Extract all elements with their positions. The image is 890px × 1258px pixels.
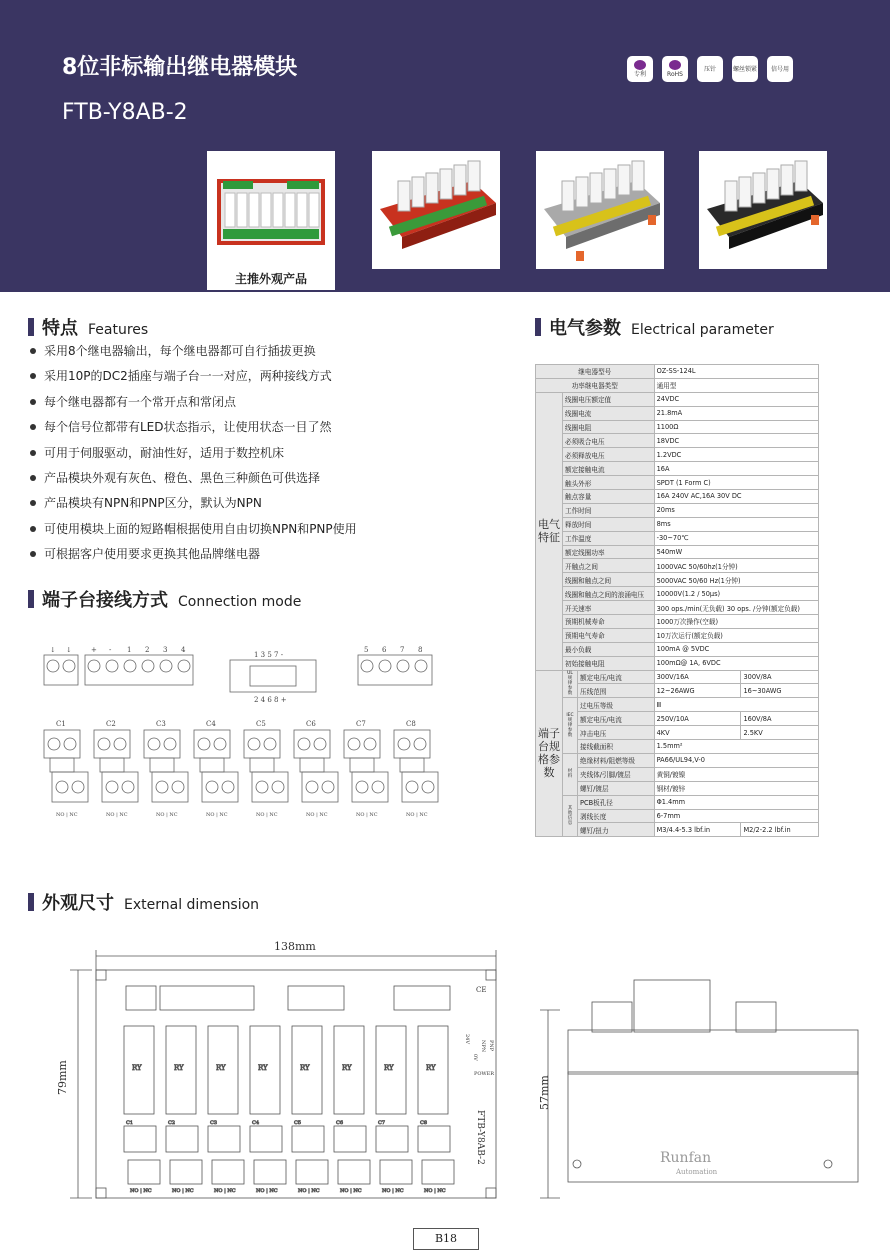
- relay-outline: [208, 1026, 244, 1194]
- svg-text:79mm: 79mm: [56, 1060, 69, 1095]
- channel-label: C8: [406, 720, 416, 728]
- relay-label: RY: [216, 1064, 226, 1072]
- svg-text:-: -: [109, 646, 112, 654]
- table-row: 预期电气寿命 10万次运行(额定负载): [536, 628, 819, 642]
- svg-text:Runfan: Runfan: [660, 1150, 712, 1166]
- channel-label: C2: [106, 720, 116, 728]
- channel-label: C7: [378, 1120, 386, 1126]
- list-item: 采用10P的DC2插座与端子台一一对应，两种接线方式: [28, 368, 488, 393]
- svg-text:0V: 0V: [472, 1054, 478, 1061]
- relay-outline: [376, 1026, 412, 1194]
- channel-label: C2: [168, 1120, 176, 1126]
- channel-label: C5: [256, 720, 266, 728]
- svg-text:3: 3: [163, 646, 168, 654]
- product-photo-pcb: [207, 151, 335, 269]
- no-nc-label: NO | NC: [156, 812, 178, 818]
- relay-label: RY: [426, 1064, 436, 1072]
- table-row: 线圈电阻 1100Ω: [536, 420, 819, 434]
- no-nc-label: NO | NC: [256, 1188, 278, 1194]
- channel-label: C3: [156, 720, 166, 728]
- table-row: 开触点之间 1000VAC 50/60hz(1分钟): [536, 559, 819, 573]
- relay-outline: [334, 1026, 370, 1194]
- table-row: 螺钉/扭力 M3/4.4-5.3 lbf.in M2/2-2.2 lbf.in: [536, 823, 819, 837]
- channel-label: C1: [126, 1120, 134, 1126]
- badge-press-pin: 压针: [697, 56, 723, 82]
- no-nc-label: NO | NC: [256, 812, 278, 818]
- svg-text:5: 5: [364, 646, 369, 654]
- badge-screw-lock: 螺丝锁紧: [732, 56, 758, 82]
- features-heading: 特点 Features: [28, 314, 148, 340]
- table-row: 材 料 绝缘材料/阻燃等级 PA66/UL94,V-0: [536, 753, 819, 767]
- channel-block: [294, 720, 338, 818]
- svg-text:POWER: POWER: [474, 1071, 495, 1077]
- channel-block: [344, 720, 388, 818]
- electrical-heading: 电气参数 Electrical parameter: [535, 314, 774, 340]
- product-photo-orange-image: [372, 151, 500, 269]
- relay-label: RY: [258, 1064, 268, 1072]
- no-nc-label: NO | NC: [406, 812, 428, 818]
- list-item: 每个信号位都带有LED状态指示，让使用状态一目了然: [28, 419, 488, 444]
- channel-block: [194, 720, 238, 818]
- list-item: 可用于伺服驱动，耐油性好，适用于数控机床: [28, 445, 488, 470]
- table-row: 触点容量 16A 240V AC,16A 30V DC: [536, 490, 819, 504]
- table-row: 释放时间 8ms: [536, 517, 819, 531]
- table-row: 功率继电器类型 通用型: [536, 378, 819, 392]
- product-photo-orange: [372, 151, 500, 269]
- table-row: 接线截面积 1.5mm²: [536, 740, 819, 754]
- table-row: 电气特征 线圈电压额定值 24VDC: [536, 392, 819, 406]
- relay-outline: [250, 1026, 286, 1194]
- svg-text:↓: ↓: [66, 646, 72, 654]
- product-title: 8位非标输出继电器模块: [62, 55, 298, 80]
- group-terminal: 端子台规格参数: [536, 670, 563, 837]
- no-nc-label: NO | NC: [340, 1188, 362, 1194]
- table-row: 额定线圈功率 540mW: [536, 545, 819, 559]
- no-nc-label: NO | NC: [172, 1188, 194, 1194]
- channel-label: C7: [356, 720, 366, 728]
- patent-icon: [634, 60, 646, 70]
- relay-outline: [124, 1026, 160, 1194]
- table-row: 线圈电流 21.8mA: [536, 406, 819, 420]
- channel-block: [94, 720, 138, 818]
- svg-text:1 3 5 7 -: 1 3 5 7 -: [254, 651, 284, 659]
- relay-label: RY: [174, 1064, 184, 1072]
- svg-text:6: 6: [382, 646, 387, 654]
- no-nc-label: NO | NC: [56, 812, 78, 818]
- channel-label: C5: [294, 1120, 302, 1126]
- electrical-spec-table: [535, 364, 819, 837]
- svg-text:8: 8: [418, 646, 423, 654]
- svg-text:Automation: Automation: [676, 1168, 718, 1176]
- channel-block: [144, 720, 188, 818]
- photo-caption: 主推外观产品: [207, 268, 335, 290]
- no-nc-label: NO | NC: [130, 1188, 152, 1194]
- table-row: 工作温度 -30~70℃: [536, 531, 819, 545]
- table-row: 最小负载 100mA @ 5VDC: [536, 642, 819, 656]
- channel-label: C1: [56, 720, 66, 728]
- list-item: 可根据客户使用要求更换其他品牌继电器: [28, 546, 488, 571]
- dimension-heading: 外观尺寸 External dimension: [28, 889, 259, 915]
- relay-label: RY: [384, 1064, 394, 1072]
- no-nc-label: NO | NC: [306, 812, 328, 818]
- badge-patent: 专利: [627, 56, 653, 82]
- svg-text:1: 1: [127, 646, 132, 654]
- relay-label: RY: [342, 1064, 352, 1072]
- table-row: 压线范围 12~26AWG 16~30AWG: [536, 684, 819, 698]
- table-row: 预期机械寿命 1000万次操作(空载): [536, 615, 819, 629]
- svg-text:138mm: 138mm: [274, 940, 316, 953]
- list-item: 可使用模块上面的短路帽根据使用自由切换NPN和PNP使用: [28, 521, 488, 546]
- table-row: 端子台规格参数 UL 规 律 参 数 额定电压/电流 300V/16A 300V/8A: [536, 670, 819, 684]
- relay-outline: [166, 1026, 202, 1194]
- connection-diagram: [0, 630, 460, 830]
- svg-text:7: 7: [400, 646, 405, 654]
- product-photo-black: [699, 151, 827, 269]
- svg-text:24V: 24V: [464, 1034, 470, 1044]
- relay-label: RY: [132, 1064, 142, 1072]
- certification-badges: [627, 56, 793, 82]
- table-row: 必须吸合电压 18VDC: [536, 434, 819, 448]
- product-photo-pcb-image: [207, 151, 335, 269]
- svg-text:↓: ↓: [50, 646, 56, 654]
- table-row: 螺钉/镀层 钢材/镀锌: [536, 781, 819, 795]
- svg-text:2: 2: [145, 646, 150, 654]
- channel-label: C6: [336, 1120, 344, 1126]
- no-nc-label: NO | NC: [356, 812, 378, 818]
- channel-block: [44, 720, 88, 818]
- badge-signal: 信号用: [767, 56, 793, 82]
- list-item: 产品模块有NPN和PNP区分，默认为NPN: [28, 495, 488, 520]
- table-row: 线圈和触点之间的浪涌电压 10000V(1.2 / 50μs): [536, 587, 819, 601]
- table-row: 必须释放电压 1.2VDC: [536, 448, 819, 462]
- product-photo-grey-image: [536, 151, 664, 269]
- no-nc-label: NO | NC: [298, 1188, 320, 1194]
- table-row: 额定接触电流 16A: [536, 462, 819, 476]
- channel-block: [244, 720, 288, 818]
- product-photo-black-image: [699, 151, 827, 269]
- svg-text:+: +: [91, 646, 97, 654]
- no-nc-label: NO | NC: [424, 1188, 446, 1194]
- table-row: 初始接触电阻 100mΩ@ 1A, 6VDC: [536, 656, 819, 670]
- table-row: 额定电压/电流 250V/10A 160V/8A: [536, 712, 819, 726]
- relay-outline: [292, 1026, 328, 1194]
- channel-label: C8: [420, 1120, 428, 1126]
- table-row: 开关速率 300 ops./min(无负载) 30 ops. /分钟(额定负载): [536, 601, 819, 615]
- channel-label: C3: [210, 1120, 218, 1126]
- channel-label: C4: [252, 1120, 260, 1126]
- no-nc-label: NO | NC: [106, 812, 128, 818]
- no-nc-label: NO | NC: [206, 812, 228, 818]
- svg-text:FTB-Y8AB-2: FTB-Y8AB-2: [475, 1110, 485, 1165]
- features-list: [28, 343, 488, 572]
- table-row: IEC 规 律 参 数 过电压等级 Ⅲ: [536, 698, 819, 712]
- table-row: 触头外形 SPDT (1 Form C): [536, 476, 819, 490]
- product-photo-grey: [536, 151, 664, 269]
- no-nc-label: NO | NC: [382, 1188, 404, 1194]
- relay-label: RY: [300, 1064, 310, 1072]
- page-number: B18: [413, 1228, 479, 1250]
- table-row: 继电器型号 OZ-SS-124L: [536, 365, 819, 379]
- relay-outline: [418, 1026, 454, 1194]
- channel-label: C4: [206, 720, 216, 728]
- badge-rohs: RoHS: [662, 56, 688, 82]
- list-item: 产品模块外观有灰色、橙色、黑色三种颜色可供选择: [28, 470, 488, 495]
- list-item: 每个继电器都有一个常开点和常闭点: [28, 394, 488, 419]
- table-row: 线圈和触点之间 5000VAC 50/60 Hz(1分钟): [536, 573, 819, 587]
- group-electrical: 电气特征: [536, 392, 563, 670]
- svg-text:57mm: 57mm: [538, 1075, 551, 1110]
- table-row: 工作时间 20ms: [536, 503, 819, 517]
- svg-text:4: 4: [181, 646, 186, 654]
- channel-label: C6: [306, 720, 316, 728]
- table-row: 其 他 信 息 PCB板孔径 Φ1.4mm: [536, 795, 819, 809]
- list-item: 采用8个继电器输出，每个继电器都可自行插拔更换: [28, 343, 488, 368]
- no-nc-label: NO | NC: [214, 1188, 236, 1194]
- svg-text:NPN: NPN: [480, 1040, 486, 1053]
- svg-text:PNP: PNP: [488, 1040, 494, 1052]
- channel-block: [394, 720, 438, 818]
- rohs-icon: [669, 60, 681, 70]
- dimension-drawing: [0, 930, 890, 1220]
- table-row: 剥线长度 6-7mm: [536, 809, 819, 823]
- table-row: 夹线体/引脚/镀层 黄铜/镀镍: [536, 767, 819, 781]
- connection-heading: 端子台接线方式 Connection mode: [28, 586, 301, 612]
- table-row: 冲击电压 4KV 2.5KV: [536, 726, 819, 740]
- product-model: FTB-Y8AB-2: [62, 100, 188, 125]
- channel-blocks: [44, 720, 438, 818]
- svg-text:CE: CE: [476, 986, 487, 994]
- svg-text:2 4 6 8 +: 2 4 6 8 +: [254, 696, 287, 704]
